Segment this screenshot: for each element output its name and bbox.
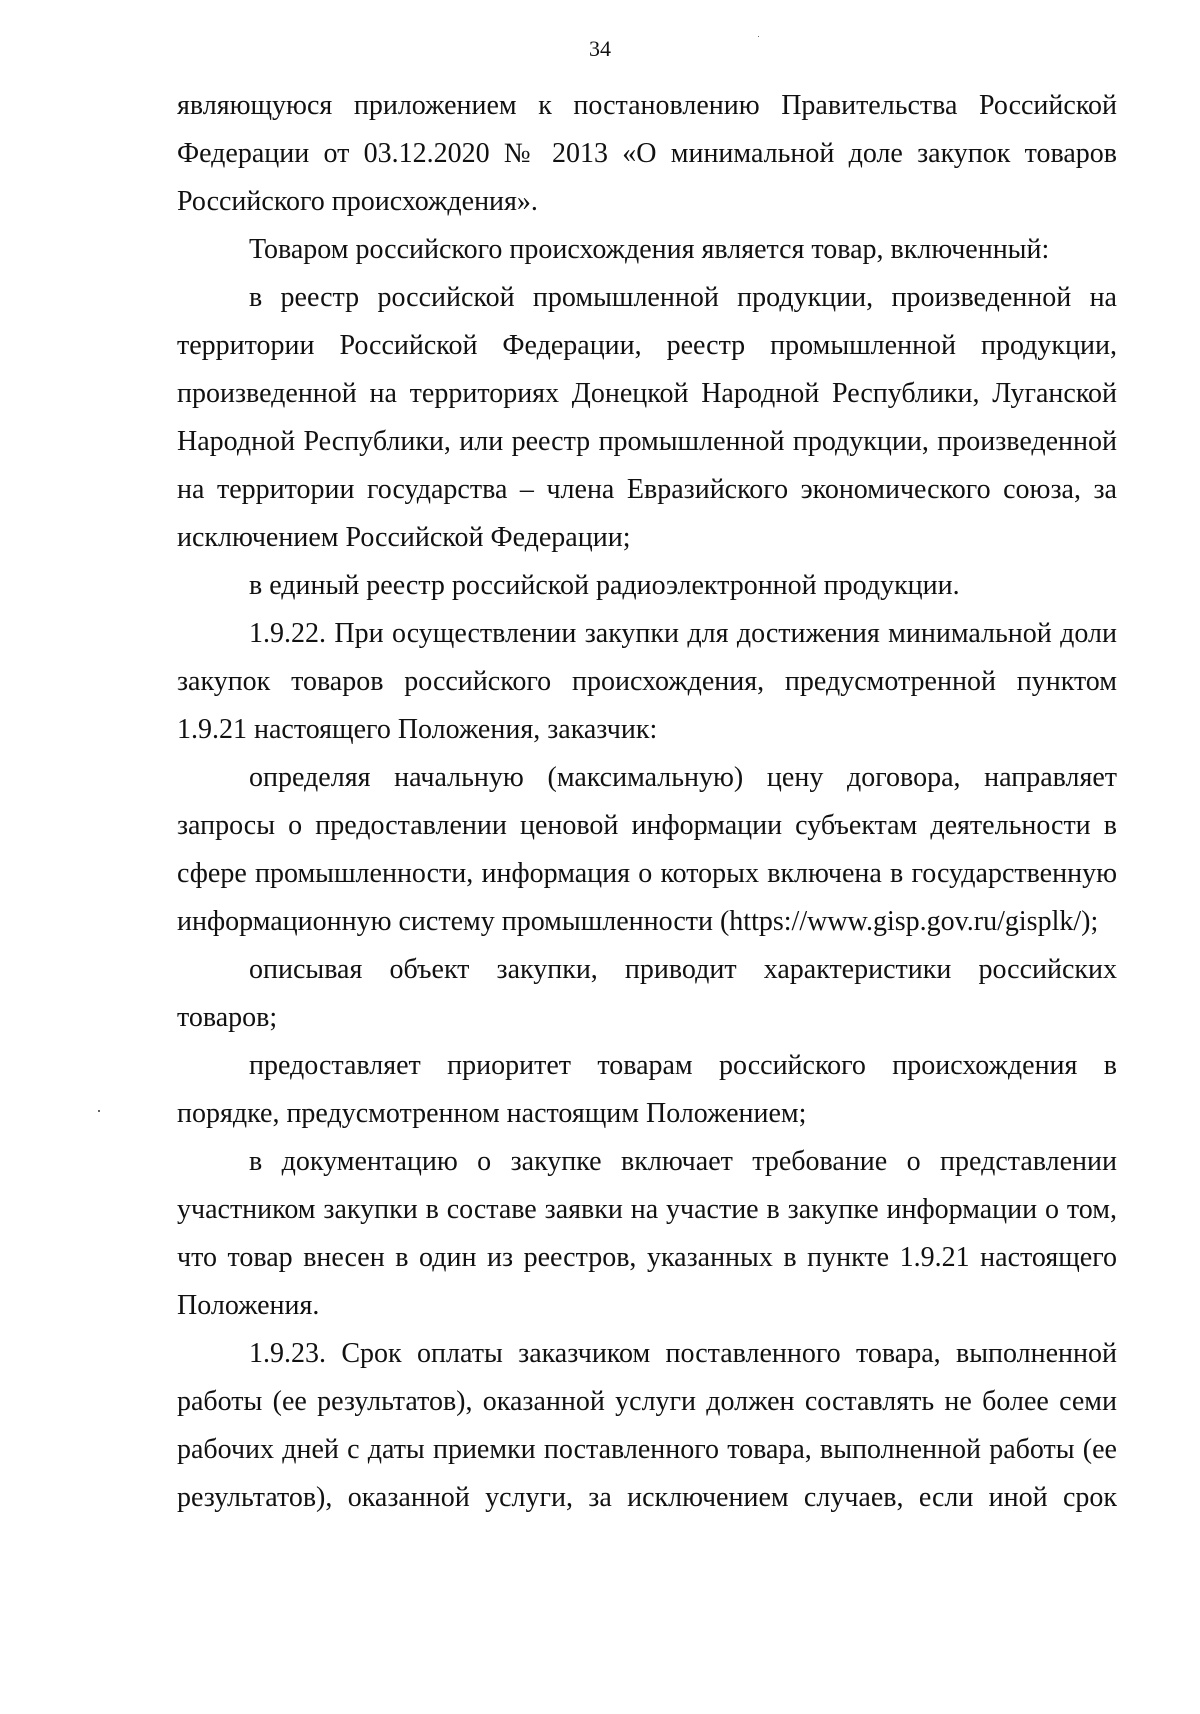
paragraph-radioelectronic-registry: в единый реестр российской радиоэлектронной продукции. xyxy=(249,570,960,601)
paragraph-1-9-22: 1.9.22. При осуществлении закупки для достижения минимальной доли закупок товаров российского происхождения, предусмотренной пунктом 1.9.21 настоящего Положения, заказчик: xyxy=(177,618,1117,745)
paragraph-object-description: описывая объект закупки, приводит характеристики российских товаров; xyxy=(177,954,1117,1033)
page-number: 34 xyxy=(589,36,611,61)
paragraph-1-9-23: 1.9.23. Срок оплаты заказчиком поставленного товара, выполненной работы (ее результатов), оказанной услуги должен составлять не более семи рабочих дней с даты приемки поставленного товара, выполненной работы (ее результатов), оказанной услуги, за исключением случаев, если иной срок xyxy=(177,1338,1117,1513)
paragraph-continuation: являющуюся приложением к постановлению Правительства Российской Федерации от 03.12.2020 № 2013 «О минимальной доле закупок товаров Российского происхождения». xyxy=(177,90,1117,217)
paragraph-priority: предоставляет приоритет товарам российского происхождения в порядке, предусмотренном настоящим Положением; xyxy=(177,1050,1117,1129)
scan-speck xyxy=(98,1110,100,1112)
paragraph-russian-goods-definition: Товаром российского происхождения является товар, включенный: xyxy=(249,234,1050,265)
scan-speck xyxy=(758,36,759,37)
document-body xyxy=(177,82,1117,1522)
paragraph-industrial-registry: в реестр российской промышленной продукции, произведенной на территории Российской Федерации, реестр промышленной продукции, произведенной на территориях Донецкой Народной Республики, Луганской Народной Республики, или реестр промышленной продукции, произведенной на территории государства – члена Евразийского экономического союза, за исключением Российской Федерации; xyxy=(177,282,1117,553)
paragraph-price-requests: определяя начальную (максимальную) цену договора, направляет запросы о предоставлении ценовой информации субъектам деятельности в сфере промышленности, информация о которых включена в государственную информационную систему промышленности (https://www.gisp.gov.ru/gisplk/); xyxy=(177,762,1117,937)
paragraph-documentation-requirement: в документацию о закупке включает требование о представлении участником закупки в составе заявки на участие в закупке информации о том, что товар внесен в один из реестров, указанных в пункте 1.9.21 настоящего Положения. xyxy=(177,1146,1117,1321)
